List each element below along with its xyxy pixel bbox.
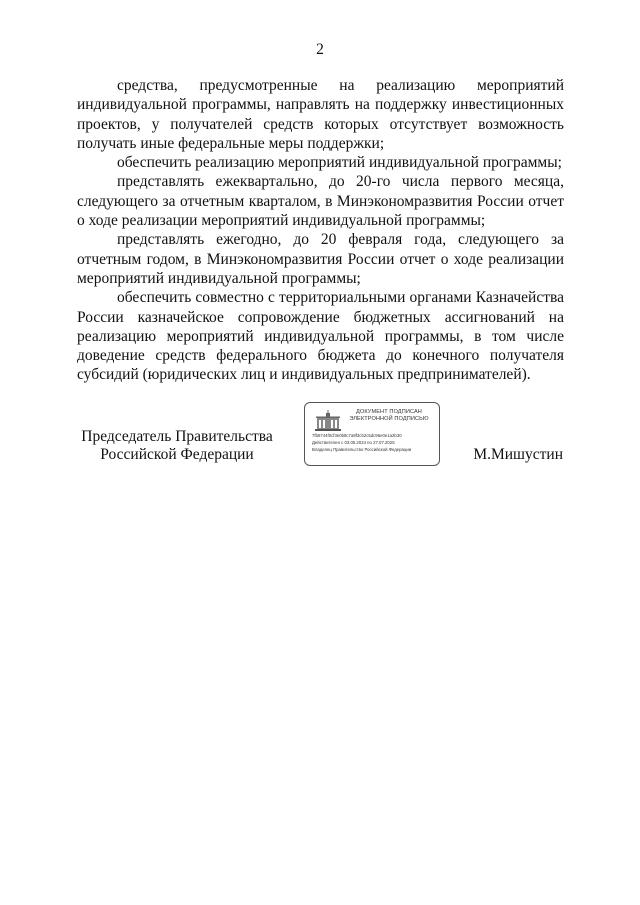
electronic-signature-stamp — [304, 402, 440, 466]
stamp-certificate: 7fb8744f0cf3e0b8c7a9f3cb2c5dc96e0e1a2b30 — [312, 433, 402, 438]
stamp-title — [341, 409, 437, 423]
government-building-icon — [313, 410, 343, 432]
signer-position-line1: Председатель Правительства — [81, 428, 273, 445]
page-number: 2 — [316, 41, 324, 58]
paragraph: средства, предусмотренные на реализацию мероприятий индивидуальной программы, направлять на поддержку инвестиционных проектов, у получателей средств которых отсутствует возможность получать иные федеральные меры поддержки; — [77, 77, 564, 152]
document-body — [77, 76, 564, 385]
paragraph: представлять ежеквартально, до 20-го числа первого месяца, следующего за отчетным кварталом, в Минэкономразвития России отчет о ходе реализации мероприятий индивидуальной программы; — [77, 173, 564, 230]
paragraph: представлять ежегодно, до 20 февраля года, следующего за отчетным годом, в Минэкономразвития России отчет о ходе реализации мероприятий индивидуальной программы; — [77, 231, 564, 287]
signer-name: М.Мишустин — [473, 446, 563, 463]
paragraph: обеспечить совместно с территориальными органами Казначейства России казначейское сопровождение бюджетных ассигнований на реализацию мероприятий индивидуальной программы, в том числе доведение средств федерального бюджета до конечного получателя субсидий (юридических лиц и индивидуальных предпринимателей). — [77, 289, 564, 384]
stamp-title-line1: ДОКУМЕНТ ПОДПИСАН — [356, 409, 422, 415]
signer-position — [77, 428, 277, 464]
stamp-title-line2: ЭЛЕКТРОННОЙ ПОДПИСЬЮ — [349, 416, 429, 422]
stamp-owner: Владелец Правительство Российской Федерации — [312, 447, 412, 452]
signer-position-line2: Российской Федерации — [100, 446, 254, 463]
stamp-validity: Действителен с 03.05.2024 по 27.07.2025 — [312, 440, 395, 445]
paragraph: обеспечить реализацию мероприятий индивидуальной программы; — [117, 154, 562, 172]
